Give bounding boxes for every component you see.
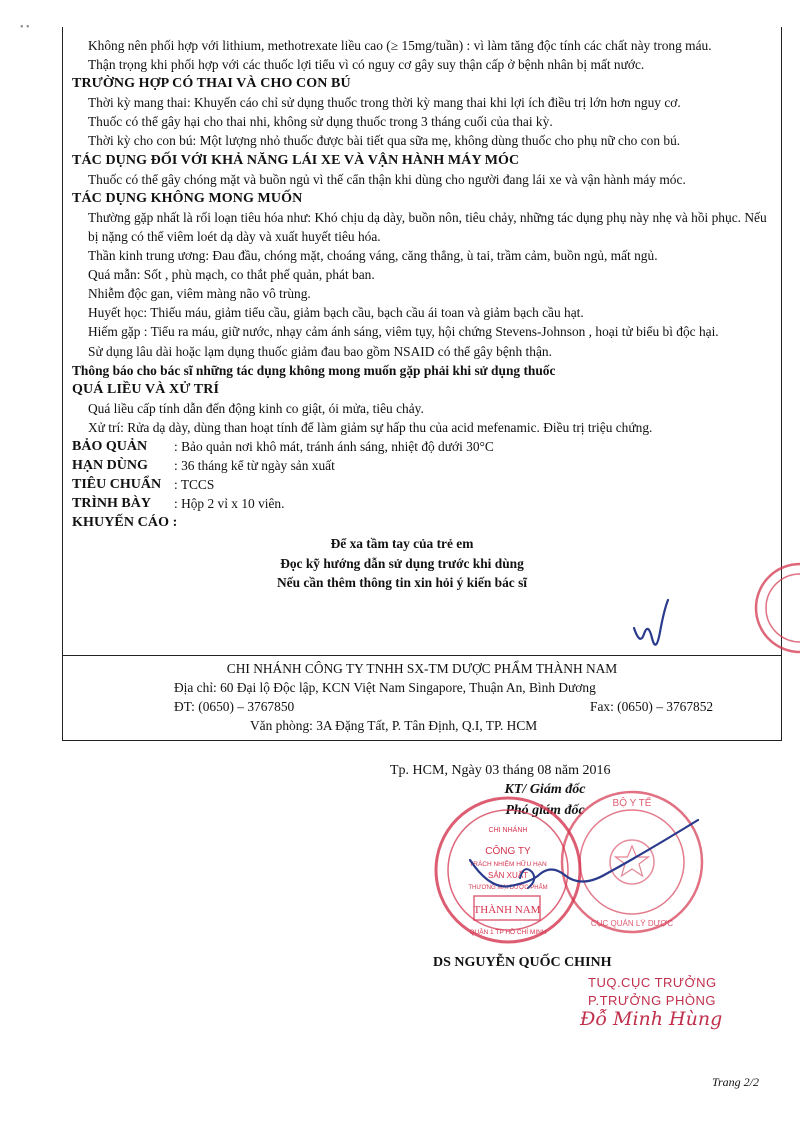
warning-line-1: Để xa tầm tay của trẻ em <box>330 536 474 552</box>
side-effects-heading: TÁC DỤNG KHÔNG MONG MUỐN <box>72 190 303 206</box>
company-name: CHI NHÁNH CÔNG TY TNHH SX-TM DƯỢC PHẨM THÀNH NAM <box>226 661 618 676</box>
company-stamp-text-2: TRÁCH NHIỆM HỮU HẠN <box>469 861 547 868</box>
scan-speck: • • <box>20 22 30 33</box>
company-stamp-text-3: SẢN XUẤT <box>487 871 529 880</box>
approval-signature-name: Đỗ Minh Hùng <box>580 1008 723 1030</box>
company-office: Văn phòng: 3A Đặng Tất, P. Tân Định, Q.I, TP. HCM <box>250 718 538 733</box>
company-phone: ĐT: (0650) – 3767850 <box>174 699 295 714</box>
warning-line-2: Đọc kỹ hướng dẫn sử dụng trước khi dùng <box>280 555 524 571</box>
packaging-value: : Hộp 2 vỉ x 10 viên. <box>174 496 285 512</box>
packaging-label: TRÌNH BÀY <box>72 496 151 512</box>
side-effects-line-1: Thường gặp nhất là rối loạn tiêu hóa như: Khó chịu dạ dày, buồn nôn, tiêu chảy, những tác dụng phụ này nhẹ và hồi phục. Nếu bị nặng có thể viêm loét dạ dày và xuất huyết tiêu hóa. <box>88 209 767 244</box>
sign-role-director: KT/ Giám đốc <box>504 782 586 797</box>
initials-signature <box>634 600 668 645</box>
ministry-stamp-text-2: CỤC QUẢN LÝ DƯỢC <box>590 919 674 928</box>
company-stamp-text-1: CÔNG TY <box>485 846 531 857</box>
storage-label: BẢO QUẢN <box>72 438 148 454</box>
company-stamp-text-6: CHI NHÁNH <box>488 827 528 834</box>
approval-line-1: TUQ.CỤC TRƯỞNG <box>588 975 717 990</box>
approval-block <box>580 974 723 1030</box>
side-effects-line-6: Hiếm gặp : Tiểu ra máu, giữ nước, nhạy cảm ánh sáng, viêm tụy, hội chứng Stevens-Johnson , hoại tử biểu bì độc hại. <box>88 324 719 340</box>
interaction-line-2: Thận trọng khi phối hợp với các thuốc lợi tiểu vì có nguy cơ gây suy thận cấp ở bệnh nhân bị mất nước. <box>88 57 645 73</box>
side-effects-line-3: Quá mẫn: Sốt , phù mạch, co thắt phế quản, phát ban. <box>88 267 375 283</box>
sign-role-deputy: Phó giám đốc <box>505 803 585 818</box>
company-stamp-text-7: QUẬN 1 TP HỒ CHÍ MINH <box>469 929 547 936</box>
edge-stamp <box>756 564 800 652</box>
expiry-label: HẠN DÙNG <box>72 458 148 474</box>
storage-value: : Bảo quản nơi khô mát, tránh ánh sáng, nhiệt độ dưới 30°C <box>174 438 494 454</box>
sign-date: Tp. HCM, Ngày 03 tháng 08 năm 2016 <box>390 763 611 778</box>
page-number: Trang 2/2 <box>712 1075 760 1089</box>
standard-value: : TCCS <box>174 477 215 493</box>
company-stamp-text-5: THÀNH NAM <box>473 904 541 916</box>
standard-label: TIÊU CHUẨN <box>72 477 162 493</box>
interaction-line-1: Không nên phối hợp với lithium, methotrexate liều cao (≥ 15mg/tuần) : vì làm tăng độc tính các chất này trong máu. <box>88 38 712 53</box>
company-stamp-text-4: THƯƠNG MẠI DƯỢC PHẨM <box>468 885 548 891</box>
driving-heading: TÁC DỤNG ĐỐI VỚI KHẢ NĂNG LÁI XE VÀ VẬN HÀNH MÁY MÓC <box>72 152 520 168</box>
overdose-line-2: Xử trí: Rửa dạ dày, dùng than hoạt tính để làm giảm sự hấp thu của acid mefenamic. Điều trị triệu chứng. <box>88 419 653 435</box>
side-effects-line-7: Sử dụng lâu dài hoặc lạm dụng thuốc giảm đau bao gồm NSAID có thể gây bệnh thận. <box>88 343 552 359</box>
company-address: Địa chỉ: 60 Đại lộ Độc lập, KCN Việt Nam Singapore, Thuận An, Bình Dương <box>174 680 596 695</box>
side-effects-line-5: Huyết học: Thiếu máu, giảm tiểu cầu, giảm bạch cầu, bạch cầu ái toan và giảm bạch cầu hạt. <box>88 305 584 321</box>
overdose-heading: QUÁ LIỀU VÀ XỬ TRÍ <box>72 381 220 397</box>
overdose-line-1: Quá liều cấp tính dẫn đến động kinh co giật, ói mửa, tiêu chảy. <box>88 400 424 416</box>
pregnancy-line-1: Thời kỳ mang thai: Khuyến cáo chỉ sử dụng thuốc trong thời kỳ mang thai khi lợi ích điều trị lớn hơn nguy cơ. <box>88 95 681 111</box>
company-fax: Fax: (0650) – 3767852 <box>590 699 714 714</box>
driving-line-1: Thuốc có thể gây chóng mặt và buồn ngủ vì thế cẩn thận khi dùng cho người đang lái xe và vận hành máy móc. <box>88 171 686 187</box>
pregnancy-line-2: Thuốc có thể gây hại cho thai nhi, không sử dụng thuốc trong 3 tháng cuối của thai kỳ. <box>88 114 553 130</box>
approval-line-2: P.TRƯỞNG PHÒNG <box>588 993 716 1008</box>
side-effects-line-4: Nhiễm độc gan, viêm màng não vô trùng. <box>88 286 311 302</box>
warnings-label: KHUYẾN CÁO : <box>72 515 178 531</box>
pregnancy-heading: TRƯỜNG HỢP CÓ THAI VÀ CHO CON BÚ <box>72 76 351 92</box>
side-effects-notice: Thông báo cho bác sĩ những tác dụng không mong muốn gặp phải khi sử dụng thuốc <box>72 362 556 378</box>
signer-name: DS NGUYỄN QUỐC CHINH <box>433 955 612 970</box>
ministry-stamp-text-1: BỘ Y TẾ <box>612 798 652 809</box>
expiry-value: : 36 tháng kể từ ngày sản xuất <box>174 458 335 474</box>
warning-line-3: Nếu cần thêm thông tin xin hỏi ý kiến bác sĩ <box>277 574 527 590</box>
pregnancy-line-3: Thời kỳ cho con bú: Một lượng nhỏ thuốc được bài tiết qua sữa mẹ, không dùng thuốc cho phụ nữ cho con bú. <box>88 133 681 149</box>
ministry-stamp <box>562 792 702 932</box>
side-effects-line-2: Thần kinh trung ương: Đau đầu, chóng mặt, choáng váng, căng thẳng, ù tai, trầm cảm, buồn ngủ, mất ngủ. <box>88 248 658 264</box>
